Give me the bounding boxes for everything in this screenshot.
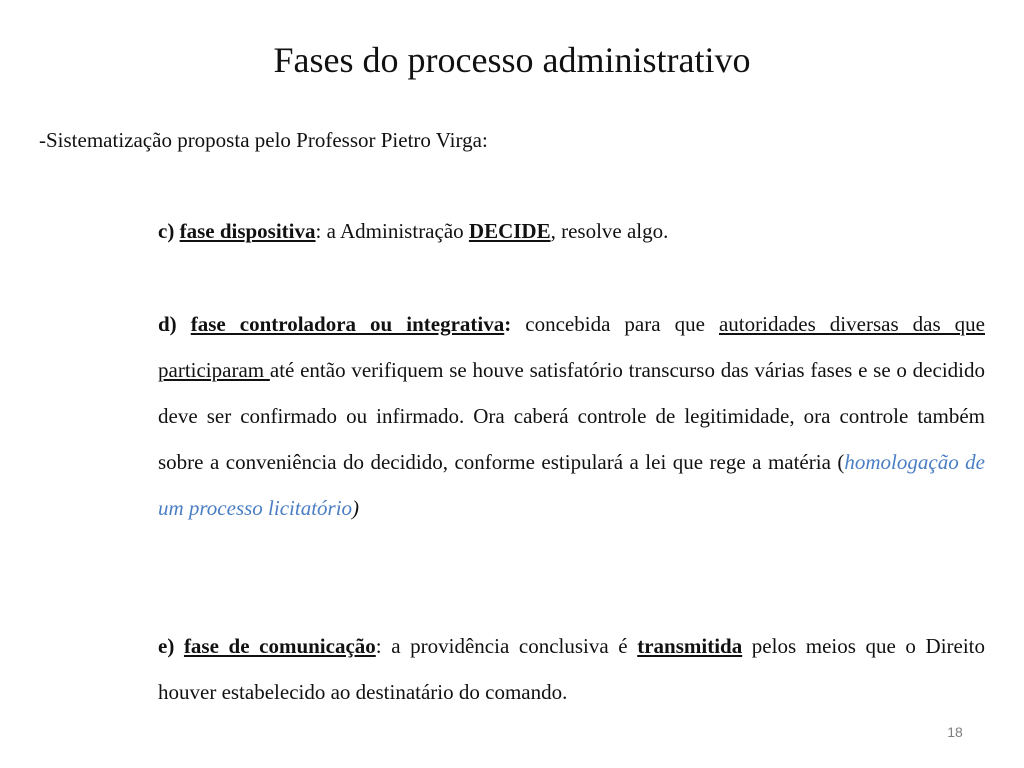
subtitle: -Sistematização proposta pelo Professor Pietro Virga: <box>39 128 488 152</box>
item-d-text-2: até então verifiquem se houve satisfatório transcurso das várias fases e se o decidido deve ser confirmado ou infirmado. Ora caberá controle de legitimidade, ora controle também sobre a conveniência do decidido, conforme estipulará a lei que rege a matéria ( <box>158 358 985 474</box>
item-c-letter: c) <box>158 219 175 243</box>
item-c-paragraph <box>158 208 985 254</box>
item-e-text-2: pelos meios que o Direito houver estabelecido ao destinatário do comando. <box>158 634 986 704</box>
item-d-text-3: ) <box>352 496 360 520</box>
item-d-term: fase controladora ou integrativa <box>190 312 505 336</box>
item-d-colon: : <box>504 312 512 336</box>
item-d-text-1: concebida para que <box>511 312 719 336</box>
item-e-text-1: : a providência conclusiva é <box>375 634 638 658</box>
item-c-term: fase dispositiva <box>179 219 316 243</box>
item-d-paragraph <box>158 301 985 531</box>
item-c-text-2: , resolve algo. <box>550 219 669 243</box>
item-e-keyword: transmitida <box>637 634 743 658</box>
slide-number: 18 <box>947 724 963 740</box>
item-e-paragraph <box>158 623 985 715</box>
item-d-underlined: autoridades diversas das que participaram <box>158 312 985 382</box>
item-e-term: fase de comunicação <box>183 634 376 658</box>
item-c-keyword: DECIDE <box>468 219 551 243</box>
item-d-letter: d) <box>158 312 177 336</box>
item-c-text-1: : a Administração <box>315 219 469 243</box>
slide-title: Fases do processo administrativo <box>273 40 751 80</box>
item-d-example-link[interactable]: homologação de um processo licitatório <box>158 450 985 520</box>
item-e-letter: e) <box>158 634 175 658</box>
